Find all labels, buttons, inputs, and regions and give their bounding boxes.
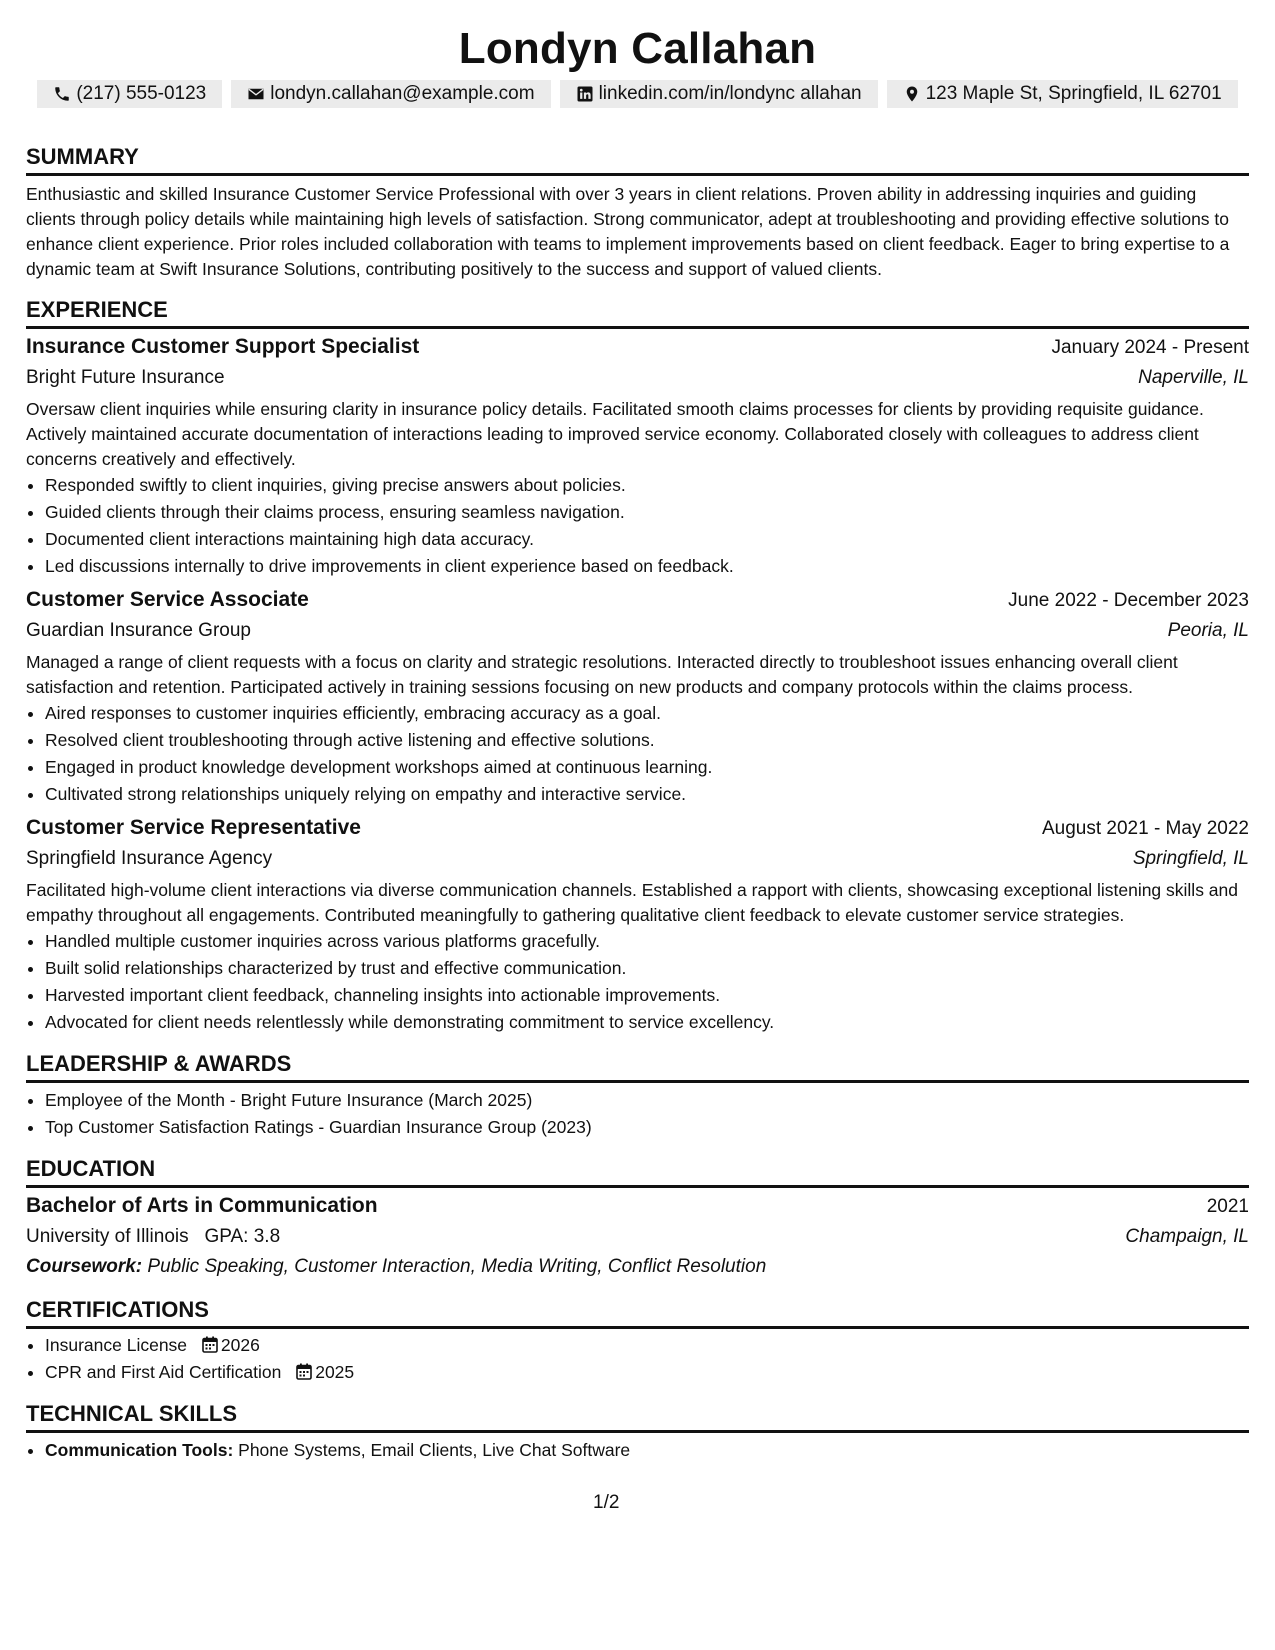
map-pin-icon [903, 85, 921, 103]
list-item: • Resolved client troubleshooting through active listening and effective solutions. [45, 727, 1249, 754]
list-item: • Top Customer Satisfaction Ratings - Guardian Insurance Group (2023) [45, 1114, 1249, 1141]
calendar-icon [202, 1336, 218, 1353]
job-bullets [26, 700, 1249, 808]
calendar-icon [296, 1363, 312, 1380]
job-dates: January 2024 - Present [1051, 337, 1249, 358]
contact-linkedin[interactable] [560, 80, 878, 108]
summary-section [26, 143, 1249, 282]
linkedin-icon [576, 85, 594, 103]
certification-year: 2025 [315, 1362, 355, 1382]
section-heading-experience: EXPERIENCE [26, 296, 1249, 329]
job-entry [26, 585, 1249, 808]
contact-phone[interactable] [37, 80, 222, 108]
skills-list [26, 1437, 1249, 1464]
school-location: Champaign, IL [1125, 1226, 1249, 1247]
section-heading-education: EDUCATION [26, 1155, 1249, 1188]
page-number: 1/2 [593, 1492, 620, 1513]
skill-label: Communication Tools: [45, 1440, 234, 1460]
job-title: Customer Service Representative [26, 816, 361, 839]
job-bullets [26, 928, 1249, 1036]
skills-section [26, 1400, 1249, 1464]
list-item [45, 1437, 1249, 1464]
certification-name: CPR and First Aid Certification [45, 1362, 282, 1382]
address-text: 123 Maple St, Springfield, IL 62701 [925, 83, 1222, 104]
contact-bar [26, 80, 1249, 108]
job-company: Springfield Insurance Agency [26, 848, 273, 869]
certification-name: Insurance License [45, 1335, 188, 1355]
skill-value: Phone Systems, Email Clients, Live Chat Software [238, 1440, 631, 1460]
phone-text: (217) 555-0123 [76, 83, 207, 104]
list-item: • Led discussions internally to drive improvements in client experience based on feedback. [45, 553, 1249, 580]
job-location: Peoria, IL [1167, 620, 1249, 641]
graduation-year: 2021 [1206, 1196, 1249, 1217]
summary-text: Enthusiastic and skilled Insurance Customer Service Professional with over 3 years in client relations. Proven ability in addressing inquiries and guiding clients through policy details while maintaining high levels of satisfaction. Strong communicator, adept at troubleshooting and providing effective solutions to enhance client experience. Prior roles included collaboration with teams to implement improvements based on client feedback. Eager to bring expertise to a dynamic team at Swift Insurance Solutions, contributing positively to the success and support of valued clients. [26, 184, 1230, 279]
certifications-section [26, 1296, 1249, 1386]
list-item: • Guided clients through their claims process, ensuring seamless navigation. [45, 499, 1249, 526]
certifications-list [26, 1332, 1249, 1386]
section-heading-certifications: CERTIFICATIONS [26, 1296, 1249, 1329]
job-entry [26, 332, 1249, 580]
job-title: Customer Service Associate [26, 588, 309, 611]
job-bullets [26, 472, 1249, 580]
certification-year: 2026 [220, 1335, 260, 1355]
job-company: Guardian Insurance Group [26, 620, 251, 641]
job-location: Naperville, IL [1138, 367, 1249, 388]
list-item: • Aired responses to customer inquiries efficiently, embracing accuracy as a goal. [45, 700, 1249, 727]
job-description: Managed a range of client requests with a focus on clarity and strategic resolutions. Interacted directly to troubleshoot issues enhancing overall client satisfaction and retention. Participated actively in training sessions focusing on new products and company protocols within the claims process. [26, 652, 1178, 697]
job-entry [26, 813, 1249, 1036]
job-dates: June 2022 - December 2023 [1008, 590, 1249, 611]
list-item [45, 1359, 1249, 1386]
coursework-list: Public Speaking, Customer Interaction, Media Writing, Conflict Resolution [147, 1256, 767, 1277]
leadership-section [26, 1050, 1249, 1141]
job-title: Insurance Customer Support Specialist [26, 335, 420, 358]
list-item: • Advocated for client needs relentlessly while demonstrating commitment to service excellency. [45, 1009, 1249, 1036]
list-item: • Built solid relationships characterized by trust and effective communication. [45, 955, 1249, 982]
degree-title: Bachelor of Arts in Communication [26, 1194, 378, 1217]
job-description: Facilitated high-volume client interactions via diverse communication channels. Established a rapport with clients, showcasing exceptional listening skills and empathy throughout all engagements. Contributed meaningfully to gathering qualitative client feedback to elevate customer service strategies. [26, 880, 1239, 925]
section-heading-summary: SUMMARY [26, 143, 1249, 176]
job-location: Springfield, IL [1132, 848, 1249, 869]
contact-email[interactable] [231, 80, 550, 108]
list-item: • Responded swiftly to client inquiries, giving precise answers about policies. [45, 472, 1249, 499]
list-item: • Documented client interactions maintaining high data accuracy. [45, 526, 1249, 553]
gpa: GPA: 3.8 [204, 1226, 281, 1247]
list-item: • Employee of the Month - Bright Future Insurance (March 2025) [45, 1087, 1249, 1114]
school-line [26, 1222, 280, 1252]
linkedin-text: linkedin.com/in/londync allahan [598, 83, 862, 104]
resume-page [26, 0, 1249, 1464]
awards-list [26, 1087, 1249, 1141]
list-item: • Cultivated strong relationships uniquely relying on empathy and interactive service. [45, 781, 1249, 808]
experience-section [26, 296, 1249, 1036]
list-item [45, 1332, 1249, 1359]
list-item: • Handled multiple customer inquiries across various platforms gracefully. [45, 928, 1249, 955]
job-description: Oversaw client inquiries while ensuring clarity in insurance policy details. Facilitated smooth claims processes for clients by providing requisite guidance. Actively maintained accurate documentation of interactions leading to improved service economy. Collaborated closely with colleagues to address client concerns creatively and effectively. [26, 399, 1204, 469]
list-item: • Harvested important client feedback, channeling insights into actionable improvements. [45, 982, 1249, 1009]
candidate-name: Londyn Callahan [458, 24, 817, 73]
phone-icon [53, 85, 71, 103]
coursework-line [26, 1252, 1249, 1282]
coursework-label: Coursework: [26, 1256, 143, 1277]
list-item: • Engaged in product knowledge development workshops aimed at continuous learning. [45, 754, 1249, 781]
section-heading-leadership: LEADERSHIP & AWARDS [26, 1050, 1249, 1083]
contact-address[interactable] [887, 80, 1238, 108]
job-company: Bright Future Insurance [26, 367, 225, 388]
job-dates: August 2021 - May 2022 [1041, 818, 1249, 839]
section-heading-skills: TECHNICAL SKILLS [26, 1400, 1249, 1433]
education-section [26, 1155, 1249, 1282]
school-name: University of Illinois [26, 1226, 189, 1247]
envelope-icon [247, 85, 265, 103]
email-text: londyn.callahan@example.com [270, 83, 535, 104]
